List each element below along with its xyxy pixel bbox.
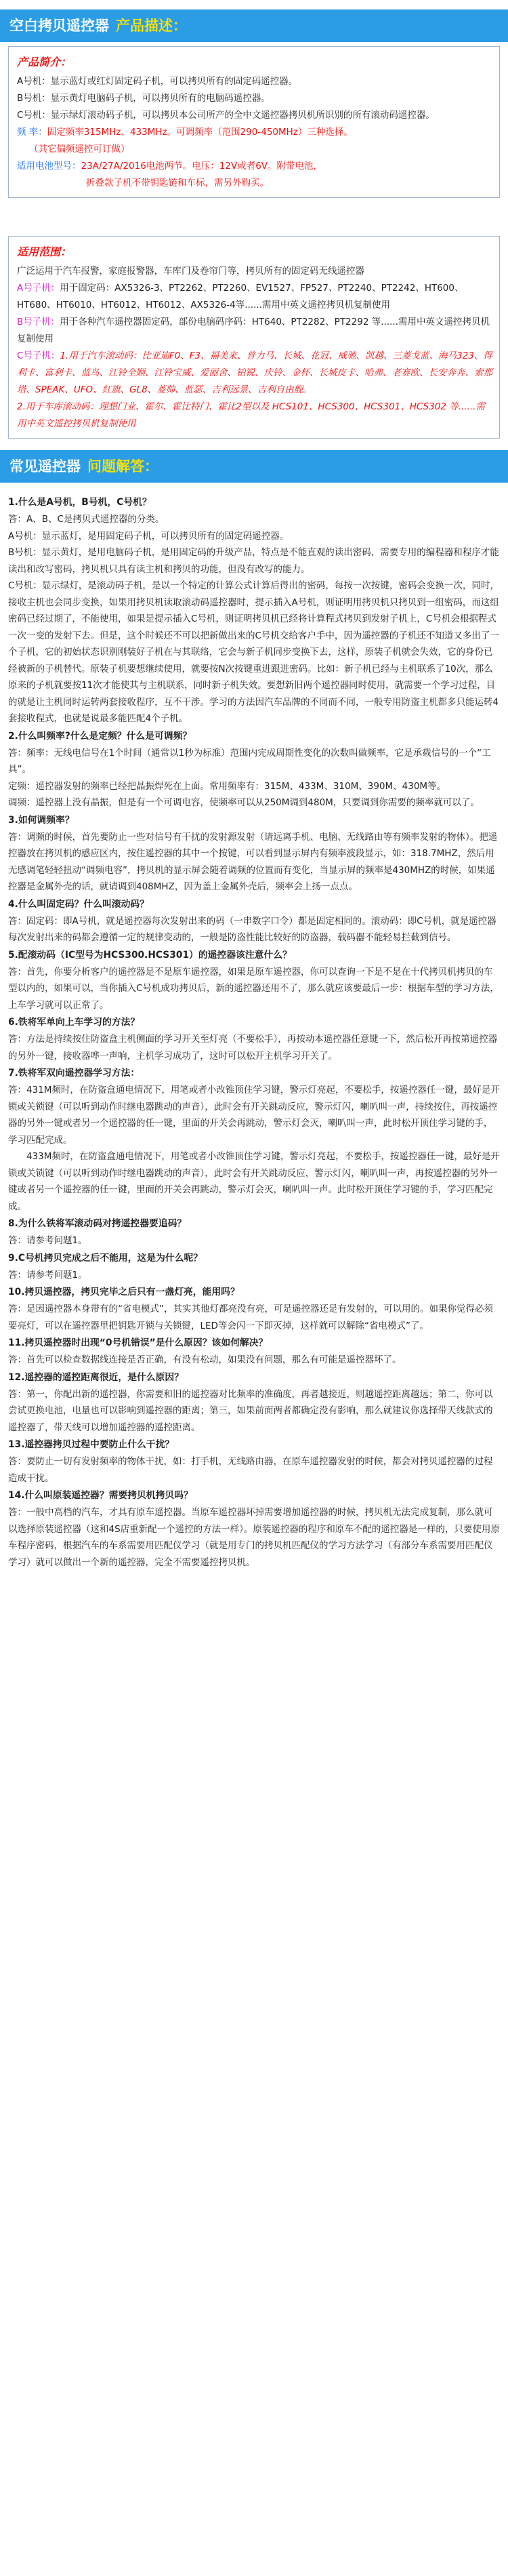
- section-header-product: [0, 9, 508, 42]
- faq-answer: [8, 1267, 500, 1284]
- scope-title: 适用范围：: [17, 245, 72, 258]
- faq-list: [8, 494, 500, 1571]
- faq-answer: [8, 913, 500, 946]
- scope-c-text2: 2.用于车库滚动码：理想门业、霍尔、霍比特门、霍比2型以及 HCS101、HCS300、HCS301、HCS302 等......需用中英文遥控拷贝机复制使用: [17, 401, 485, 429]
- faq-answer-paragraph: 答：首先，你要分析客户的遥控器是不是原车遥控器，如果是原车遥控器，你可以查询一下是不是在十代拷贝机拷贝的车型以内的，如果可以，当你插入C号机成功拷贝后，新的遥控器还用不了，那么就应该要最后一步：根据车型的学习方法，上车学习就可以正常了。: [8, 966, 499, 1011]
- battery-value: 23A/27A/2016电池两节。电压：12V或者6V。附带电池，: [81, 161, 323, 172]
- faq-answer: [8, 1082, 500, 1215]
- faq-answer: [8, 511, 500, 727]
- faq-answer-paragraph: 答：第一，你配出新的遥控器，你需要和旧的遥控器对比频率的准确度，再者越接近，则越遥控距离越远；第二，你可以尝试更换电池，电量也可以影响到遥控器的距离；第三，如果前面两者都确定没有影响，那么就建议你选择带天线款式的遥控器了，带天线可以增加遥控器的遥控距离。: [8, 1388, 493, 1433]
- scope-box: [8, 236, 500, 439]
- faq-answer-paragraph: 定频：遥控器发射的频率已经把晶振焊死在上面。常用频率有：315M、433M、310M、390M、430M等。: [8, 780, 446, 792]
- faq-question: 12.遥控器的遥控距离很近，是什么原因？: [8, 1371, 184, 1383]
- faq-answer-paragraph: 答：调频的时候，首先要防止一些对信号有干扰的发射源发射（请远离手机、电脑、无线路由等有频率发射的物体）。把遥控器放在拷贝机的感应区内，按住遥控器的其中一个按键，可以看到显示屏内有频率波段显示，如：318.7MHZ，然后用无感调笔轻轻扭动“调频电容”，拷贝机的显示屏会随着调频的位置而有变化，当显示屏的频率是430MHZ的时候，如果遥控器是金属外壳的话，就请调到408MHZ，因为盖上金属外壳后，频率会上扬一点点。: [8, 831, 498, 892]
- freq-line: [17, 124, 492, 141]
- faq-answer-paragraph: B号机：显示黄灯，是用电脑码子机，是用固定码的升级产品，特点是不能直观的读出密码，需要专用的编程器和程序才能读出和改写密码，拷贝机只具有读主机和拷贝的功能，但没有改写的能力。: [8, 547, 499, 575]
- faq-item: [8, 1369, 500, 1436]
- faq-answer: [8, 1453, 500, 1487]
- faq-item: [8, 895, 500, 946]
- faq-answer-paragraph: 答：A、B、C是拷贝式遥控器的分类。: [8, 514, 165, 525]
- faq-answer-paragraph: 答：一般中高档的汽车，才具有原车遥控器。当原车遥控器坏掉需要增加遥控器的时候，拷贝机无法完成复制，那么就可以选择原装遥控器（这和4S店重新配一个遥控的方法一样）。原装遥控器的程序和原车不配的遥控器是一样的，只要使用原车程序密码，根据汽车的车系需要用匹配仪学习（就是用专门的拷贝机匹配仪的学习方法学习（有部分车系需要用匹配仪学习）就可以做出一个新的遥控器，完全不需要遥控拷贝机。: [8, 1507, 500, 1568]
- header-highlight: 产品描述：: [116, 18, 187, 34]
- faq-item: [8, 946, 500, 1014]
- faq-question: 8.为什么铁将军滚动码对拷遥控器要追码？: [8, 1218, 187, 1229]
- faq-item: [8, 1334, 500, 1369]
- scope-b-label: B号子机：: [17, 317, 60, 327]
- faq-answer-paragraph: 答：要防止一切有发射频率的物体干扰，如：打手机，无线路由器，在原车遥控器发射的时候，都会对拷贝遥控器的过程造成干扰。: [8, 1456, 493, 1484]
- faq-answer-paragraph: 答：首先可以检查数据线连接是否正确，有没有松动，如果没有问题，那么有可能是遥控器坏了。: [8, 1354, 402, 1365]
- faq-item: [8, 1283, 500, 1334]
- faq-question: 6.铁将军单向上车学习的方法？: [8, 1017, 140, 1028]
- intro-title: 产品简介：: [17, 56, 72, 68]
- scope-b: [17, 314, 492, 348]
- battery-note: 折叠款子机不带钥匙链和车标，需另外购买。: [86, 178, 269, 188]
- faq-answer: [8, 1352, 500, 1369]
- faq-question: 4.什么叫固定码？什么叫滚动码？: [8, 898, 149, 910]
- scope-a: [17, 280, 492, 314]
- battery-label: 适用电池型号：: [17, 161, 81, 172]
- faq-item: [8, 1487, 500, 1571]
- faq-question: 7.铁将军双向遥控器学习方法：: [8, 1068, 140, 1079]
- scope-c: [17, 348, 492, 399]
- faq-answer-paragraph: A号机：显示蓝灯，是用固定码子机，可以拷贝所有的固定码遥控器。: [8, 530, 289, 542]
- intro-line-a: A号机：显示蓝灯或红灯固定码子机，可以拷贝所有的固定码遥控器。: [17, 76, 298, 87]
- freq-label: 频 率：: [17, 127, 47, 138]
- faq-answer: [8, 745, 500, 811]
- section-header-faq: [0, 450, 508, 483]
- faq-question: 3.如何调频率？: [8, 814, 75, 826]
- faq-question: 10.拷贝遥控器，拷贝完毕之后只有一盏灯亮，能用吗？: [8, 1287, 240, 1297]
- scope-b-text: 用于各种汽车遥控器固定码，部份电脑码序码：HT640、PT2282、PT2292 等......需用中英文遥控拷贝机复制使用: [17, 317, 490, 344]
- faq-answer: [8, 1031, 500, 1064]
- scope-c-label: C号子机：: [17, 350, 60, 361]
- faq-question: 2.什么叫频率?什么是定频？什么是可调频？: [8, 730, 192, 742]
- header-highlight: 问题解答：: [87, 458, 158, 475]
- intro-line-b: B号机：显示黄灯电脑码子机，可以拷贝所有的电脑码遥控器。: [17, 93, 270, 104]
- faq-answer: [8, 1232, 500, 1249]
- product-intro-box: [8, 46, 500, 198]
- faq-question: 9.C号机拷贝完成之后不能用，这是为什么呢？: [8, 1252, 203, 1264]
- faq-answer: [8, 1301, 500, 1334]
- faq-item: [8, 1249, 500, 1284]
- faq-answer-paragraph: C号机：显示绿灯，是滚动码子机，是以一个特定的计算公式计算后得出的密码，每按一次按键，密码会变换一次，同时，接收主机也会同步变换，如果用拷贝机读取滚动码遥控器时，提示插入A号机，则证明用拷贝机只拷贝到一组密码，而这组密码已经过期了，不能使用，如果是提示插入C号机，则证明拷贝机已经将计算程式拷贝到发射子机上，C号机会根据程式一次一变的发射下去。但是，这个时候还不可以把新做出来的C号机交给客户手中，因为遥控器的子机还不知道又多出了一个子机，它的初始状态识别刚装好子机在与其联络，它会与新子机同步变换下去，这样，原装子机就会失效，它的身份已经被新的子机替代。原装子机要想继续使用，就要按N次按键重进跟进密码。比如：新子机已经与主机联系了10次，那么原来的子机就要按11次才能使其与主机联系，同时新子机失效。要想新旧两个遥控器同时使用，就需要一个学习过程，目的就是让主机同时运转两套接收程序，互不干涉。学习的方法因汽车品牌的不同而不同，一般专用防盗主机都多只能运转4套接收程式，也就是说最多能匹配4个子机。: [8, 580, 499, 724]
- faq-answer-paragraph: 答：是因遥控器本身带有的“省电模式”，其实其他灯都亮没有亮，可是遥控器还是有发射的，可以用的。如果你觉得必须要亮灯，可以在遥控器里把钥匙开锁与关锁键，LED等会闪一下即灭掉，这样就可以解除“省电模式”了。: [8, 1304, 493, 1331]
- faq-question: 5.配滚动码（IC型号为HCS300.HCS301）的遥控器该注意什么？: [8, 949, 292, 961]
- faq-item: [8, 1064, 500, 1215]
- faq-answer: [8, 1504, 500, 1571]
- faq-answer: [8, 964, 500, 1014]
- freq-note: （其它偏频遥控可订做）: [29, 144, 130, 155]
- faq-item: [8, 1013, 500, 1064]
- faq-answer-paragraph: 答：方法是持续按住防盗盒主机侧面的学习开关至灯亮（不要松手），再按动本遥控器任意键一下，然后松开再按第遥控器的另外一键，接收器哗一声响，主机学习成功了，这时可以松开主机学习开关了。: [8, 1034, 498, 1062]
- scope-general: 广泛运用于汽车报警，家庭报警器，车库门及卷帘门等，拷贝所有的固定码无线遥控器: [17, 266, 364, 277]
- faq-answer: [8, 829, 500, 895]
- faq-item: [8, 727, 500, 811]
- faq-answer-paragraph: 答：频率：无线电信号在1个时间（通常以1秒为标准）范围内完成周期性变化的次数叫做频率，它是承载信号的一个“工具”。: [8, 747, 491, 775]
- intro-line-c: C号机：显示绿灯滚动码子机，可以拷贝本公司所产的全中文遥控器拷贝机所识别的所有滚动码遥控器。: [17, 110, 435, 121]
- faq-answer-paragraph: 答：固定码：即A号机，就是遥控器每次发射出来的码（一串数字口令）都是固定相同的。滚动码：即C号机，就是遥控器每次发射出来的码都会遵循一定的规律变动的，一般是防盗性能比较好的防盗器，载码器不能轻易拦截到信号。: [8, 915, 496, 943]
- scope-a-text: 用于固定码：AX5326-3、PT2262、PT2260、EV1527、FP527、PT2240、PT2242、HT600、HT680、HT6010、HT6012、HT6012、AX5326-4等......需用中英文遥控拷贝机复制使用: [17, 283, 464, 310]
- faq-question: 1.什么是A号机，B号机，C号机？: [8, 497, 152, 508]
- faq-question: 13.遥控器拷贝过程中要防止什么干扰？: [8, 1439, 175, 1450]
- faq-answer-paragraph: 答：431M频时，在防盗盒通电情况下，用笔或者小改锥顶住学习键，警示灯亮起，不要松手，按遥控器任一键，最好是开锁或关锁键（可以听到动作时继电器跳动的声音），此时会有开关跳动反应，警示灯闪，喇叭叫一声，持续按住，再按遥控器的另外一键或者另一个遥控器的任一键，里面的开关会再跳动，警示灯会灭，喇叭叫一声，此时松开顶住学习键的手，学习匹配完成。: [8, 1085, 500, 1146]
- faq-answer: [8, 1386, 500, 1436]
- faq-item: [8, 494, 500, 727]
- faq-answer-paragraph: 答：请参考问题1。: [8, 1269, 87, 1281]
- faq-question: 14.什么叫原装遥控器？需要拷贝机拷贝吗？: [8, 1490, 193, 1501]
- freq-value: 固定频率315MHz、433MHz。可调频率（范围290-450MHz）三种选择。: [47, 127, 353, 138]
- faq-item: [8, 1215, 500, 1249]
- faq-answer-paragraph: 调频：遥控器上没有晶振，但是有一个可调电容，使频率可以从250M调到480M，只要调到你需要的频率就可以了。: [8, 797, 480, 808]
- faq-item: [8, 1436, 500, 1487]
- header-title: 空白拷贝遥控器: [9, 18, 109, 34]
- header-title: 常见遥控器: [9, 458, 81, 475]
- faq-answer-paragraph: 433M频时，在防盗盒通电情况下，用笔或者小改锥顶住学习键，警示灯亮起，不要松手，按遥控器任一键，最好是开锁或关锁键（可以听到动作时继电器跳动的声音），此时会有开关跳动反应，警示灯闪，喇叭叫一声，再按遥控器的另外一键或者另一个遥控器的任一键，里面的开关会再跳动，警示灯会灭，喇叭叫一声。此时松开顶住学习键的手，学习匹配完成。: [8, 1151, 500, 1212]
- faq-item: [8, 811, 500, 895]
- scope-a-label: A号子机：: [17, 283, 60, 294]
- faq-question: 11.拷贝遥控器时出现“0号机错误”是什么原因？该如何解决？: [8, 1337, 268, 1348]
- faq-answer-paragraph: 答：请参考问题1。: [8, 1235, 87, 1246]
- scope-c-text: 1.用于汽车滚动码：比亚迪F0、F3、福美来、普力马、长城、花冠、威驰、凯越、三菱戈蓝、海马323、得利卡、富利卡、蓝鸟、江铃全顺、江铃宝威、爱丽舍、铂锐、庆铃、金杯、长城皮卡、哈弗、老赛欧、长安奔奔、索那塔、SPEAK、UFO、红旗、GL8、菱帅、蓝瑟、吉利远景、吉利自由舰。: [17, 350, 492, 395]
- battery-line: [17, 158, 492, 175]
